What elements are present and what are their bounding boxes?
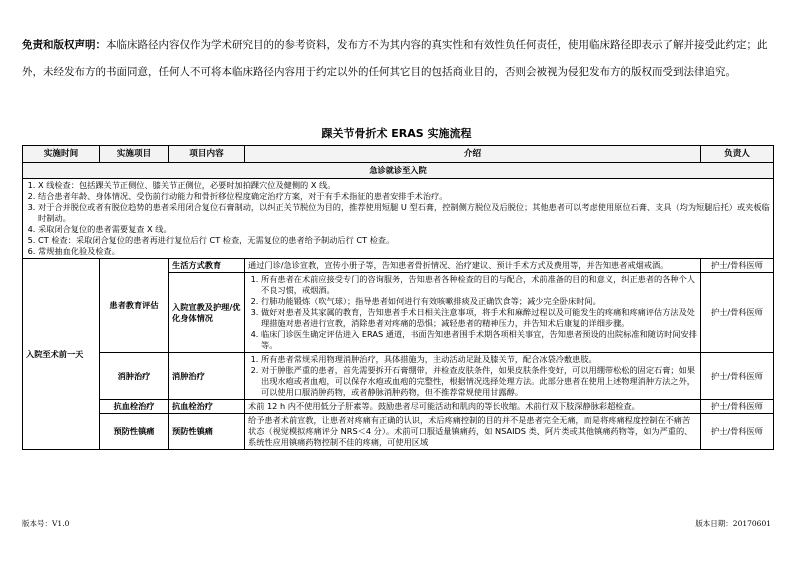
notes-row [23, 179, 774, 259]
note-item: 5. CT 检查：采取闭合复位的患者再进行复位后行 CT 检查，无需复位的患者给予制动后行 CT 检查。 [38, 235, 770, 246]
table-row [23, 400, 774, 414]
note-item: 4. 采取闭合复位的患者需要复查 X 线。 [38, 224, 770, 235]
swelling-point: 1. 所有患者常规采用物理消肿治疗，具体措施为，主动活动足趾及膝关节，配合冰袋冷敷患肢。 [261, 354, 697, 365]
header-time: 实施时间 [23, 146, 100, 163]
section-row [23, 163, 774, 179]
content-analgesia: 给予患者术前宣教，让患者对疼痛有正确的认识，术后疼痛控制的目的并不是患者完全无痛，而是将疼痛程度控制在不痛苦状态（视觉模拟疼痛评分 NRS＜4 分）。术前可口服适量镇痛药，如 NSAIDS 类、阿片类或其他镇痛药物等，如为严重的、系统性应用镇痛药物控制不佳的疼痛，可使用区域 [245, 414, 701, 450]
owner-analgesia: 护士/骨科医师 [701, 414, 774, 450]
project-analgesia: 预防性镇痛 [100, 414, 169, 450]
content-swelling [245, 353, 701, 400]
note-item: 2. 结合患者年龄、身体情况、受伤前行动能力和骨折移位程度确定治疗方案，对于有手术指征的患者安排手术治疗。 [38, 191, 770, 202]
disclaimer-text: 本临床路径内容仅作为学术研究目的的参考资料，发布方不为其内容的真实性和有效性负任何责任，使用临床路径即表示了解并接受此约定；此外，未经发布方的书面同意，任何人不可将本临床路径内容用于约定以外的任何其它目的包括商业目的，否则会被视为侵犯发布方的版权而受到法律追究。 [22, 39, 768, 78]
project-swelling: 消肿治疗 [100, 353, 169, 400]
table-row [23, 414, 774, 450]
section-title: 急诊就诊至入院 [23, 163, 774, 179]
owner-swelling: 护士/骨科医师 [701, 353, 774, 400]
owner-anticoag: 护士/骨科医师 [701, 400, 774, 414]
project-anticoag: 抗血栓治疗 [100, 400, 169, 414]
version-date: 版本日期：20170601 [695, 519, 771, 528]
eras-flow-table [22, 145, 774, 450]
table-row [23, 353, 774, 400]
item-analgesia: 预防性镇痛 [169, 414, 245, 450]
table-row [23, 259, 774, 273]
content-lifestyle: 通过门诊/急诊宣教，宣传小册子等，告知患者骨折情况、治疗建议、预计手术方式及费用等，并告知患者戒烟戒酒。 [245, 259, 701, 273]
page-title: 踝关节骨折术 ERAS 实施流程 [321, 127, 472, 140]
item-swelling: 消肿治疗 [169, 353, 245, 400]
education-point: 1. 所有患者在术前应接受专门的咨询服务，告知患者各种检查的目的与配合，术前准备的目的和意义，纠正患者的各种个人不良习惯，戒烟酒。 [261, 274, 697, 296]
note-item: 1. X 线检查：包括踝关节正侧位、膝关节正侧位，必要时加拍踝穴位及健侧的 X 线。 [38, 180, 770, 191]
owner-education: 护士/骨科医师 [701, 273, 774, 353]
note-item: 3. 对于合并脱位或者有脱位趋势的患者采用闭合复位石膏制动，以纠正关节脱位为目的，推荐使用短腿 U 型石膏，控制侧方脱位及后脱位；其他患者可以考虑使用原位石膏、支具（均为短腿后托）或夹板临时制动。 [38, 202, 770, 224]
content-education [245, 273, 701, 353]
swelling-points [248, 354, 697, 398]
time-cell: 入院至术前一天 [23, 259, 100, 450]
header-content: 项目内容 [169, 146, 245, 163]
education-points [248, 274, 697, 351]
notes-list [26, 180, 770, 257]
header-intro: 介绍 [245, 146, 701, 163]
header-project: 实施项目 [100, 146, 169, 163]
education-point: 2. 行肺功能锻炼（吹气球）；指导患者如何进行有效咳嗽排痰及正确饮食等；减少完全卧床时间。 [261, 296, 697, 307]
education-point: 4. 临床门诊医生确定评估进入 ERAS 通道，书面告知患者围手术期各项相关事宜，告知患者预设的出院标准和随访时间安排等。 [261, 329, 697, 351]
item-lifestyle: 生活方式教育 [169, 259, 245, 273]
owner-lifestyle: 护士/骨科医师 [701, 259, 774, 273]
table-header-row [23, 146, 774, 163]
item-anticoag: 抗血栓治疗 [169, 400, 245, 414]
notes-cell [23, 179, 774, 259]
item-education: 入院宣教及护理/优化身体情况 [169, 273, 245, 353]
note-item: 6. 常规抽血化验及检查。 [38, 246, 770, 257]
project-education: 患者教育评估 [100, 259, 169, 353]
version-label: 版本号：V1.0 [22, 519, 70, 528]
swelling-point: 2. 对于肿胀严重的患者，首先需要拆开石膏绷带，并检查皮肤条件，如果皮肤条件变好，可以用绷带松松的固定石膏；如果出现水疱或者血疱，可以保存水疱或血疱的完整性，根据情况选择处理方法。此部分患者在使用上述物理消肿方法之外，可以使用口服消肿药物，或者静脉消肿药物，但不推荐常规使用甘露醇。 [261, 365, 697, 398]
disclaimer-label: 免责和版权声明： [22, 39, 106, 51]
disclaimer [22, 32, 774, 86]
header-owner: 负责人 [701, 146, 774, 163]
education-point: 3. 做好对患者及其家属的教育，告知患者手术日相关注意事项，将手术和麻醉过程以及可能发生的疼痛和疼痛评估方法及处理措施对患者进行宣教，消除患者对疼痛的恐惧；减轻患者的精神压力，并告知术后康复的详细步骤。 [261, 307, 697, 329]
content-anticoag: 术前 12 h 内不使用低分子肝素等。鼓励患者尽可能活动和肌肉的等长收缩。术前行双下肢深静脉彩超检查。 [245, 400, 701, 414]
